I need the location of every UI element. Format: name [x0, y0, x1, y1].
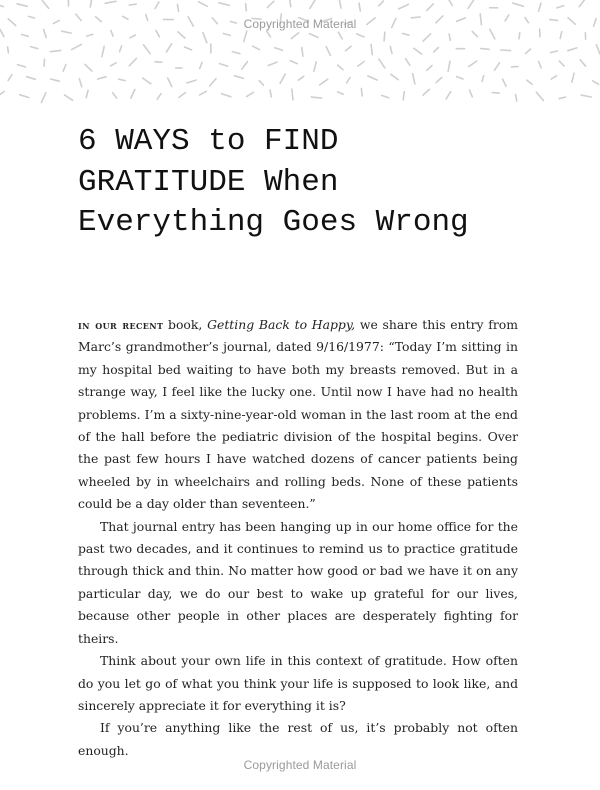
pattern-dash	[244, 31, 247, 41]
pattern-dash	[290, 61, 297, 64]
pattern-dash	[501, 50, 511, 51]
pattern-dash	[358, 62, 364, 67]
pattern-dash	[481, 49, 490, 50]
chapter-title-line-3: Everything Goes Wrong	[78, 205, 469, 240]
pattern-dash	[472, 32, 477, 37]
pattern-dash	[539, 3, 541, 11]
pattern-dash	[120, 46, 122, 52]
pattern-dash	[338, 92, 344, 94]
pattern-dash	[347, 78, 350, 84]
pattern-dash	[113, 93, 117, 98]
pattern-dash	[179, 93, 186, 98]
pattern-dash	[320, 79, 328, 85]
pattern-dash	[168, 78, 172, 86]
pattern-dash	[568, 48, 577, 51]
pattern-dash	[41, 93, 46, 103]
paragraph-1	[78, 314, 518, 516]
pattern-dash	[579, 0, 585, 7]
pattern-dash	[20, 95, 29, 98]
pattern-dash	[185, 47, 192, 50]
book-title: Getting Back to Happy,	[207, 317, 356, 332]
pattern-dash	[31, 47, 38, 49]
pattern-dash	[368, 76, 377, 80]
pattern-dash	[8, 75, 12, 81]
pattern-dash	[50, 50, 60, 51]
pattern-dash	[339, 0, 341, 8]
paragraph-4: If you’re anything like the rest of us, it’s probably not often enough.	[78, 720, 518, 758]
pattern-dash	[470, 90, 473, 97]
pattern-dash	[259, 81, 263, 86]
pattern-dash	[414, 48, 422, 54]
pattern-dash	[22, 35, 29, 37]
pattern-dash	[291, 33, 299, 39]
pattern-dash	[90, 0, 92, 7]
pattern-dash	[235, 76, 244, 79]
pattern-dash	[403, 92, 404, 100]
pattern-dash	[62, 31, 71, 33]
pattern-dash	[314, 62, 317, 72]
pattern-dash	[391, 74, 398, 79]
pattern-dash	[326, 47, 330, 56]
pattern-dash	[156, 31, 159, 37]
pattern-dash	[357, 34, 364, 37]
pattern-dash	[268, 62, 277, 65]
pattern-dash	[119, 79, 126, 80]
pattern-dash	[559, 61, 564, 66]
paragraph-3: Think about your own life in this context of gratitude. How often do you let go of what you think your life is supposed to look like, and sincerely appreciate it for everything it is?	[78, 653, 518, 713]
pattern-dash	[557, 6, 564, 8]
pattern-dash	[223, 34, 230, 36]
pattern-dash	[187, 80, 196, 83]
pattern-dash	[379, 1, 384, 6]
pattern-dash	[17, 4, 27, 7]
pattern-dash	[503, 79, 507, 86]
pattern-dash	[111, 63, 117, 66]
pattern-dash	[200, 91, 207, 95]
pattern-dash	[526, 49, 531, 53]
pattern-dash	[72, 44, 82, 49]
pattern-dash	[513, 3, 524, 6]
pattern-dash	[129, 58, 136, 65]
pattern-dash	[267, 1, 274, 7]
pattern-dash	[338, 32, 342, 39]
pattern-dash	[310, 1, 315, 9]
pattern-dash	[468, 0, 473, 8]
chapter-title	[78, 122, 578, 244]
pattern-dash	[448, 61, 450, 71]
pattern-dash	[516, 94, 517, 101]
pattern-dash	[18, 65, 26, 67]
pattern-dash	[371, 45, 372, 55]
pattern-dash	[519, 33, 520, 39]
pattern-dash	[87, 34, 93, 36]
pattern-dash	[178, 32, 185, 38]
pattern-dash	[560, 32, 562, 39]
pattern-dash	[0, 92, 4, 98]
pattern-dash	[384, 32, 385, 41]
pattern-dash	[129, 4, 136, 5]
lead-in-small-caps: in our recent	[78, 318, 164, 332]
pattern-dash	[527, 80, 532, 84]
pattern-dash	[596, 45, 600, 54]
pattern-dash	[390, 47, 392, 54]
pattern-dash	[102, 46, 104, 56]
pattern-dash	[98, 77, 106, 79]
pattern-dash	[413, 74, 415, 84]
pattern-dash	[157, 94, 161, 100]
pattern-dash	[198, 2, 207, 7]
pattern-dash	[448, 0, 452, 5]
pattern-dash	[399, 4, 409, 9]
paragraph-2: That journal entry has been hanging up in our home office for the past two decades, and it continues to remind us to practice gratitude through thick and thin. No matter how good or bad we have it on any particular day, we do our best to wake up grateful for our lives, because other people in other places are desperately fighting for theirs.	[78, 518, 518, 646]
pattern-dash	[63, 65, 66, 72]
pattern-dash	[167, 44, 172, 52]
pattern-dash	[550, 51, 557, 53]
pattern-dash	[177, 4, 178, 11]
pattern-dash	[280, 74, 285, 83]
pattern-dash	[402, 33, 409, 35]
pattern-dash	[338, 65, 343, 70]
pattern-dash	[361, 88, 362, 96]
pattern-dash	[247, 92, 254, 96]
pattern-dash	[309, 34, 318, 38]
pattern-dash	[292, 89, 293, 100]
pattern-dash	[200, 62, 202, 68]
pattern-dash	[311, 97, 321, 98]
pattern-dash	[434, 48, 439, 52]
pattern-dash	[246, 4, 247, 11]
pattern-dash	[423, 89, 429, 95]
pattern-dash	[290, 0, 291, 6]
pattern-dash	[232, 52, 240, 54]
pattern-dash	[427, 4, 434, 10]
pattern-dash	[144, 45, 150, 54]
pattern-dash	[539, 62, 542, 68]
chapter-title-line-1: 6 WAYS to FIND	[78, 124, 339, 159]
pattern-dash	[253, 46, 260, 49]
pattern-dash	[427, 66, 432, 71]
pattern-dash	[581, 95, 591, 97]
pattern-dash	[379, 59, 385, 68]
paragraph-1-text-b: we share this entry from Marc’s grandmother’s journal, dated 9/16/1977: “Today I’m sitting in my hospital bed waiting to have both my breasts removed. But in a strange way, I feel like the lucky one. Until now I have had no health problems. I’m a sixty-nine-year-old woman in the last room at the end of the hall before the pediatric division of the hospital begins. Over the past few hours I have watched dozens of cancer patients being wheeled by in wheelchairs and rolling beds. None of these patients could be a day older than seventeen.”	[78, 317, 518, 512]
pattern-dash	[536, 92, 543, 100]
pattern-dash	[143, 78, 151, 84]
pattern-dash	[86, 90, 88, 98]
pattern-dash	[593, 81, 599, 85]
pattern-dash	[359, 3, 360, 11]
pattern-dash	[551, 76, 556, 79]
pattern-dash	[457, 77, 464, 80]
paragraph-1-text-a: book,	[163, 317, 208, 332]
pattern-dash	[382, 95, 389, 97]
copyright-watermark-top: Copyrighted Material	[243, 17, 357, 31]
pattern-dash	[203, 33, 207, 43]
pattern-dash	[482, 76, 484, 82]
pattern-dash	[155, 2, 159, 8]
pattern-dash	[79, 79, 82, 87]
pattern-dash	[572, 73, 574, 82]
pattern-dash	[219, 3, 229, 6]
pattern-dash	[27, 77, 36, 80]
pattern-dash	[580, 60, 585, 66]
pattern-dash	[8, 47, 9, 53]
pattern-dash	[423, 34, 431, 41]
pattern-dash	[267, 31, 271, 37]
pattern-dash	[495, 63, 500, 70]
pattern-dash	[346, 46, 352, 51]
pattern-dash	[222, 94, 231, 97]
pattern-dash	[449, 34, 450, 40]
pattern-dash	[130, 35, 136, 38]
pattern-dash	[270, 90, 271, 97]
pattern-dash	[469, 61, 477, 67]
pattern-dash	[275, 48, 283, 51]
pattern-dash	[302, 48, 303, 57]
pattern-dash	[242, 62, 248, 70]
pattern-dash	[298, 76, 303, 80]
pattern-dash	[559, 97, 565, 99]
pattern-dash	[220, 64, 228, 67]
pattern-dash	[65, 95, 73, 100]
pattern-dash	[446, 92, 451, 99]
body-text	[78, 314, 518, 762]
copyright-watermark-bottom: Copyrighted Material	[243, 758, 357, 772]
pattern-dash	[0, 4, 3, 7]
pattern-dash	[51, 79, 60, 81]
pattern-dash	[492, 93, 499, 94]
pattern-dash	[131, 90, 135, 99]
pattern-dash	[111, 30, 113, 36]
pattern-dash	[436, 78, 442, 83]
pattern-dash	[406, 59, 410, 65]
pattern-dash	[105, 1, 116, 3]
chapter-title-line-2: GRATITUDE When	[78, 164, 339, 200]
pattern-dash	[42, 1, 48, 9]
pattern-dash	[210, 79, 216, 86]
pattern-dash	[85, 64, 92, 71]
